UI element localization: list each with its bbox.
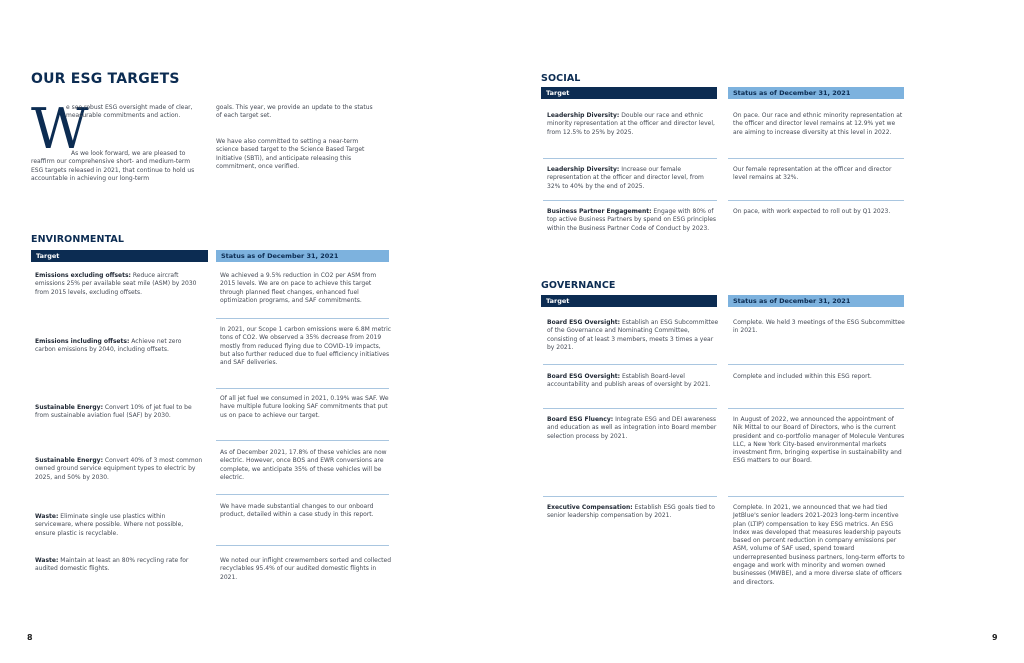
divider: [728, 408, 904, 409]
gov-row-4-target: [547, 504, 719, 521]
social-row-2-label: Leadership Diversity:: [547, 166, 620, 173]
gov-row-1-target: [547, 319, 719, 352]
social-row-3-text: Engage with 80% of top active Business Partners by spend on ESG principles within the Business Partner Code of Conduct by 2023.: [547, 208, 717, 232]
env-row-3-status: Of all jet fuel we consumed in 2021, 0.19% was SAF. We have multiple future looking SAF commitments that put us on pace to achieve our target.: [220, 395, 389, 419]
social-row-1-label: Leadership Diversity:: [547, 112, 620, 119]
env-row-3-label: Sustainable Energy:: [35, 404, 103, 411]
env-row-2-text: Achieve net zero carbon emissions by 2040, including offsets.: [35, 338, 182, 354]
env-row-4-status: As of December 2021, 17.8% of these vehicles are now electric. However, once BOS and EWR conversions are complete, we anticipate 35% of these vehicles will be electric.: [220, 449, 387, 481]
divider: [543, 408, 717, 409]
right-page: [512, 0, 1024, 663]
env-row-4-target: [35, 457, 203, 482]
social-row-1-status: On pace. Our race and ethnic minority representation at the officer and director level remains at 12.9% yet we are aiming to increase diversity at this level in 2022.: [733, 112, 903, 136]
environmental-heading: ENVIRONMENTAL: [31, 234, 125, 245]
env-row-1-status: We achieved a 9.5% reduction in CO2 per ASM from 2015 levels. We are on pace to achieve this target through planned fleet changes, enhanced fuel optimization programs, and SAF commitments.: [220, 272, 377, 304]
divider: [728, 200, 904, 201]
divider: [216, 494, 389, 495]
social-row-1-target: [547, 112, 719, 137]
env-row-6-status: We noted our inflight crewmembers sorted and collected recyclables 95.4% of our audited domestic flights in 2021.: [220, 557, 392, 581]
gov-row-3-label: Board ESG Fluency:: [547, 416, 614, 423]
gov-row-1-label: Board ESG Oversight:: [547, 319, 621, 326]
gov-row-4-text: Establish ESG goals tied to senior leadership compensation by 2021.: [547, 504, 715, 520]
gov-row-2-label: Board ESG Oversight:: [547, 373, 621, 380]
divider: [543, 496, 717, 497]
intro-col2-paragraph-2: We have also committed to setting a near-term science based target to the Science Based Target Initiative (SBTi), and anticipate releasing this commitment, once verified.: [216, 138, 365, 170]
social-status-header: Status as of December 31, 2021: [728, 87, 904, 99]
environmental-target-header: Target: [31, 250, 208, 262]
drop-cap: W: [31, 97, 89, 162]
social-row-2-target: [547, 166, 719, 191]
env-row-6-text: Maintain at least an 80% recycling rate for audited domestic flights.: [35, 557, 189, 573]
gov-row-2-target: [547, 373, 719, 390]
env-row-5-target: [35, 513, 203, 538]
social-row-2-text: Increase our female representation at the officer and director level, from 32% to 40% by the end of 2025.: [547, 166, 704, 190]
page-number-right: 9: [992, 633, 998, 642]
divider: [728, 158, 904, 159]
gov-row-2-text: Establish Board-level accountability and publish areas of oversight by 2021.: [547, 373, 711, 389]
gov-row-4-status: Complete. In 2021, we announced that we had tied JetBlue's senior leaders 2021-2023 long-term incentive plan (LTIP) compensation to key ESG metrics. An ESG Index was developed that measures leadership payouts based on percent reduction in company emissions per ASM, volume of SAF used, spend toward underrepresented business partners, long-term efforts to engage and work with minority and women owned businesses (MWBE), and a more diverse slate of officers and directors.: [733, 504, 905, 586]
social-row-2-status: Our female representation at the officer and director level remains at 32%.: [733, 166, 892, 182]
gov-row-3-text: Integrate ESG and DEI awareness and education as well as integration into Board member selection process by 2021.: [547, 416, 717, 440]
gov-row-1-status: Complete. We held 3 meetings of the ESG Subcommittee in 2021.: [733, 319, 905, 335]
env-row-5-text: Eliminate single use plastics within serviceware, where possible. Where not possible, ensure plastic is recyclable.: [35, 513, 184, 537]
intro-paragraph-1: e see robust ESG oversight made of clear, measurable commitments and action.: [66, 104, 193, 120]
divider: [216, 318, 389, 319]
social-row-1-text: Double our race and ethnic minority representation at the officer and director level, from 12.5% to 25% by 2025.: [547, 112, 715, 136]
environmental-status-header: Status as of December 31, 2021: [216, 250, 389, 262]
governance-heading: GOVERNANCE: [541, 280, 616, 291]
social-row-3-target: [547, 208, 719, 233]
social-row-3-status: On pace, with work expected to roll out by Q1 2023.: [733, 208, 891, 215]
gov-row-1-text: Establish an ESG Subcommittee of the Governance and Nominating Committee, consisting of at least 3 members, meets 3 times a year by 2021.: [547, 319, 719, 351]
env-row-2-status: In 2021, our Scope 1 carbon emissions were 6.8M metric tons of CO2. We observed a 35% decrease from 2019 mostly from reduced flying due to COVID-19 impacts, but also further reduced due to fuel efficiency initiatives and SAF deliveries.: [220, 326, 392, 367]
env-row-1-text: Reduce aircraft emissions 25% per available seat mile (ASM) by 2030 from 2015 levels, excluding offsets.: [35, 272, 197, 296]
divider: [216, 388, 389, 389]
env-row-5-label: Waste:: [35, 513, 59, 520]
page-number-left: 8: [27, 633, 33, 642]
social-heading: SOCIAL: [541, 73, 581, 84]
env-row-5-status: We have made substantial changes to our onboard product, detailed within a case study in this report.: [220, 503, 374, 519]
intro-col2-paragraph-1: goals. This year, we provide an update to the status of each target set.: [216, 104, 373, 120]
env-row-4-text: Convert 40% of 3 most common owned ground service equipment types to electric by 2025, and 50% by 2030.: [35, 457, 203, 481]
social-target-header: Target: [541, 87, 717, 99]
governance-status-header: Status as of December 31, 2021: [728, 295, 904, 307]
env-row-2-label: Emissions including offsets:: [35, 338, 130, 345]
gov-row-3-target: [547, 416, 719, 441]
env-row-3-target: [35, 404, 203, 421]
divider: [543, 200, 717, 201]
governance-target-header: Target: [541, 295, 717, 307]
divider: [216, 545, 389, 546]
env-row-6-label: Waste:: [35, 557, 59, 564]
env-row-6-target: [35, 557, 203, 574]
page-title: OUR ESG TARGETS: [31, 71, 180, 87]
env-row-1-label: Emissions excluding offsets:: [35, 272, 131, 279]
social-row-3-label: Business Partner Engagement:: [547, 208, 652, 215]
env-row-4-label: Sustainable Energy:: [35, 457, 103, 464]
divider: [543, 364, 717, 365]
gov-row-2-status: Complete and included within this ESG report.: [733, 373, 872, 380]
divider: [728, 496, 904, 497]
divider: [216, 440, 389, 441]
divider: [728, 364, 904, 365]
env-row-2-target: [35, 338, 203, 355]
env-row-3-text: Convert 10% of jet fuel to be from sustainable aviation fuel (SAF) by 2030.: [35, 404, 192, 420]
gov-row-3-status: In August of 2022, we announced the appointment of Nik Mittal to our Board of Directors, who is the current president and co-portfolio manager of Molecule Ventures LLC, a New York City-based environmental markets investment firm, bringing expertise in sustainability and ESG matters to our Board.: [733, 416, 905, 465]
gov-row-4-label: Executive Compensation:: [547, 504, 633, 511]
env-row-1-target: [35, 272, 203, 297]
intro-paragraph-2: As we look forward, we are pleased to reaffirm our comprehensive short- and medium-term ESG targets released in 2021, that continue to hold us accountable in achieving our long-term: [31, 150, 195, 182]
divider: [543, 158, 717, 159]
